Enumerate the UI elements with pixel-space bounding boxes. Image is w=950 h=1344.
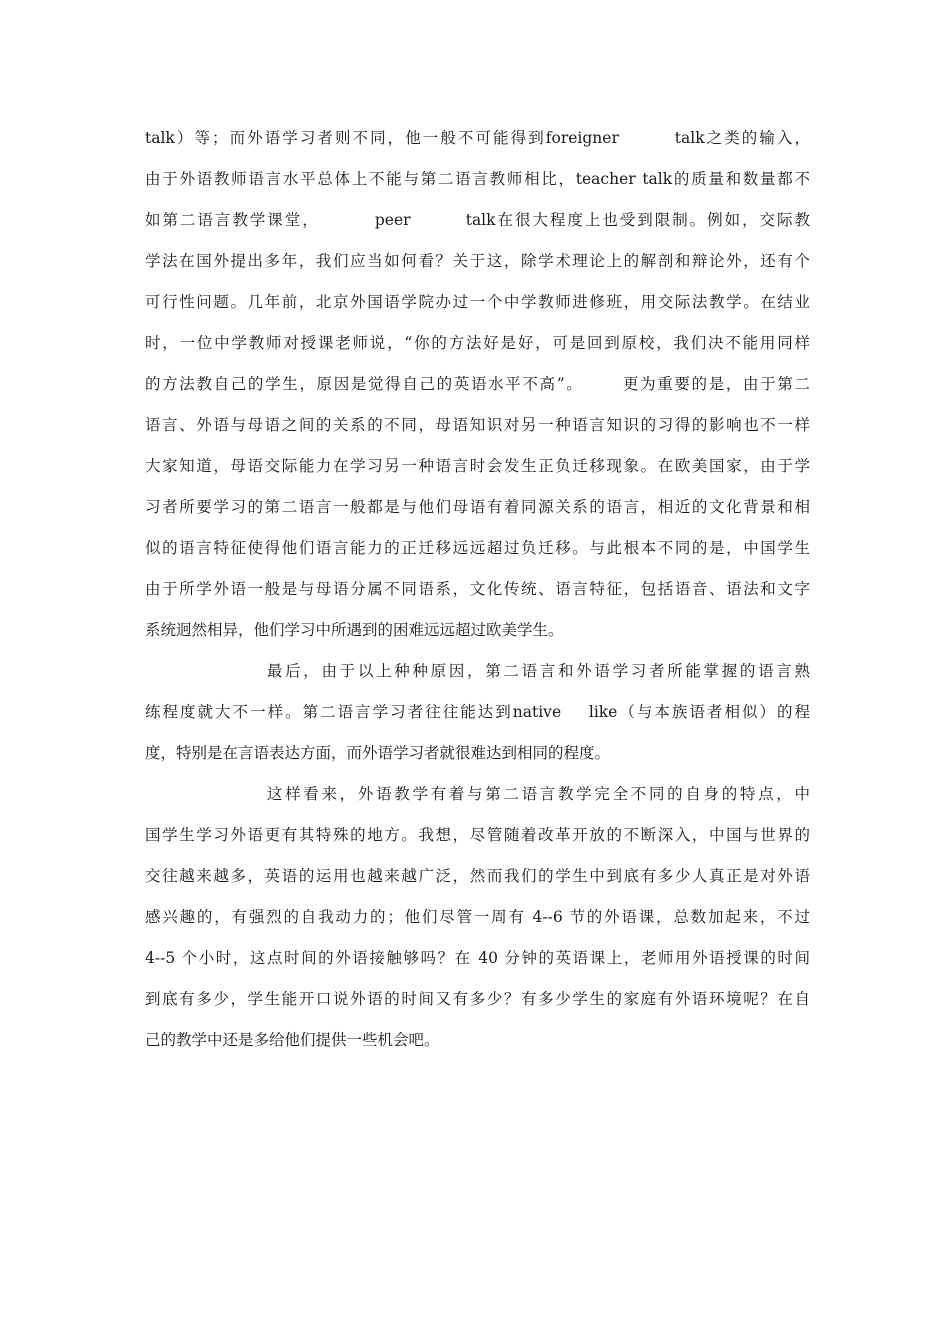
text-line: 到底有多少，学生能开口说外语的时间又有多少？有多少学生的家庭有外语环境呢？在自 [145, 990, 810, 1008]
text-line: 学法在国外提出多年，我们应当如何看？关于这，除学术理论上的解剖和辩论外，还有个 [145, 252, 810, 270]
text-line: 语言、外语与母语之间的关系的不同，母语知识对另一种语言知识的习得的影响也不一样 [145, 416, 810, 434]
text-line: 度，特别是在言语表达方面，而外语学习者就很难达到相同的程度。 [145, 744, 611, 762]
text-line: 似的语言特征使得他们语言能力的正迁移远远超过负迁移。与此根本不同的是，中国学生 [145, 539, 810, 557]
text-line: 的方法教自己的学生，原因是觉得自己的英语水平不高”。 更为重要的是，由于第二 [145, 375, 810, 393]
text-line: 由于所学外语一般是与母语分属不同语系，文化传统、语言特征，包括语音、语法和文字 [145, 580, 810, 598]
text-line: 习者所要学习的第二语言一般都是与他们母语有着同源关系的语言，相近的文化背景和相 [145, 498, 810, 516]
text-line: 最后，由于以上种种原因，第二语言和外语学习者所能掌握的语言熟 [145, 662, 810, 680]
body-text [145, 124, 810, 1067]
text-line: 感兴趣的，有强烈的自我动力的；他们尽管一周有 4--6 节的外语课，总数加起来，不过 [145, 908, 810, 926]
text-line: 这样看来，外语教学有着与第二语言教学完全不同的自身的特点，中 [145, 785, 810, 803]
text-line: 系统迥然相异，他们学习中所遇到的困难远远超过欧美学生。 [145, 621, 564, 639]
text-line: talk）等；而外语学习者则不同，他一般不可能得到foreigner talk之类的输入， [145, 129, 810, 147]
text-line: 时，一位中学教师对授课老师说，“你的方法好是好，可是回到原校，我们决不能用同样 [145, 334, 810, 352]
text-line: 练程度就大不一样。第二语言学习者往往能达到native like（与本族语者相似）的程 [145, 703, 810, 721]
text-line: 如第二语言教学课堂， peer talk在很大程度上也受到限制。例如，交际教 [145, 211, 810, 229]
text-line: 交往越来越多，英语的运用也越来越广泛，然而我们的学生中到底有多少人真正是对外语 [145, 867, 810, 885]
text-line: 大家知道，母语交际能力在学习另一种语言时会发生正负迁移现象。在欧美国家，由于学 [145, 457, 810, 475]
text-line: 己的教学中还是多给他们提供一些机会吧。 [145, 1031, 440, 1049]
text-line: 4--5 个小时，这点时间的外语接触够吗？在 40 分钟的英语课上，老师用外语授课的时间 [145, 949, 810, 967]
text-line: 国学生学习外语更有其特殊的地方。我想，尽管随着改革开放的不断深入，中国与世界的 [145, 826, 810, 844]
text-line: 由于外语教师语言水平总体上不能与第二语言教师相比，teacher talk的质量和数量都不 [145, 170, 810, 188]
text-line: 可行性问题。几年前，北京外国语学院办过一个中学教师进修班，用交际法教学。在结业 [145, 293, 810, 311]
